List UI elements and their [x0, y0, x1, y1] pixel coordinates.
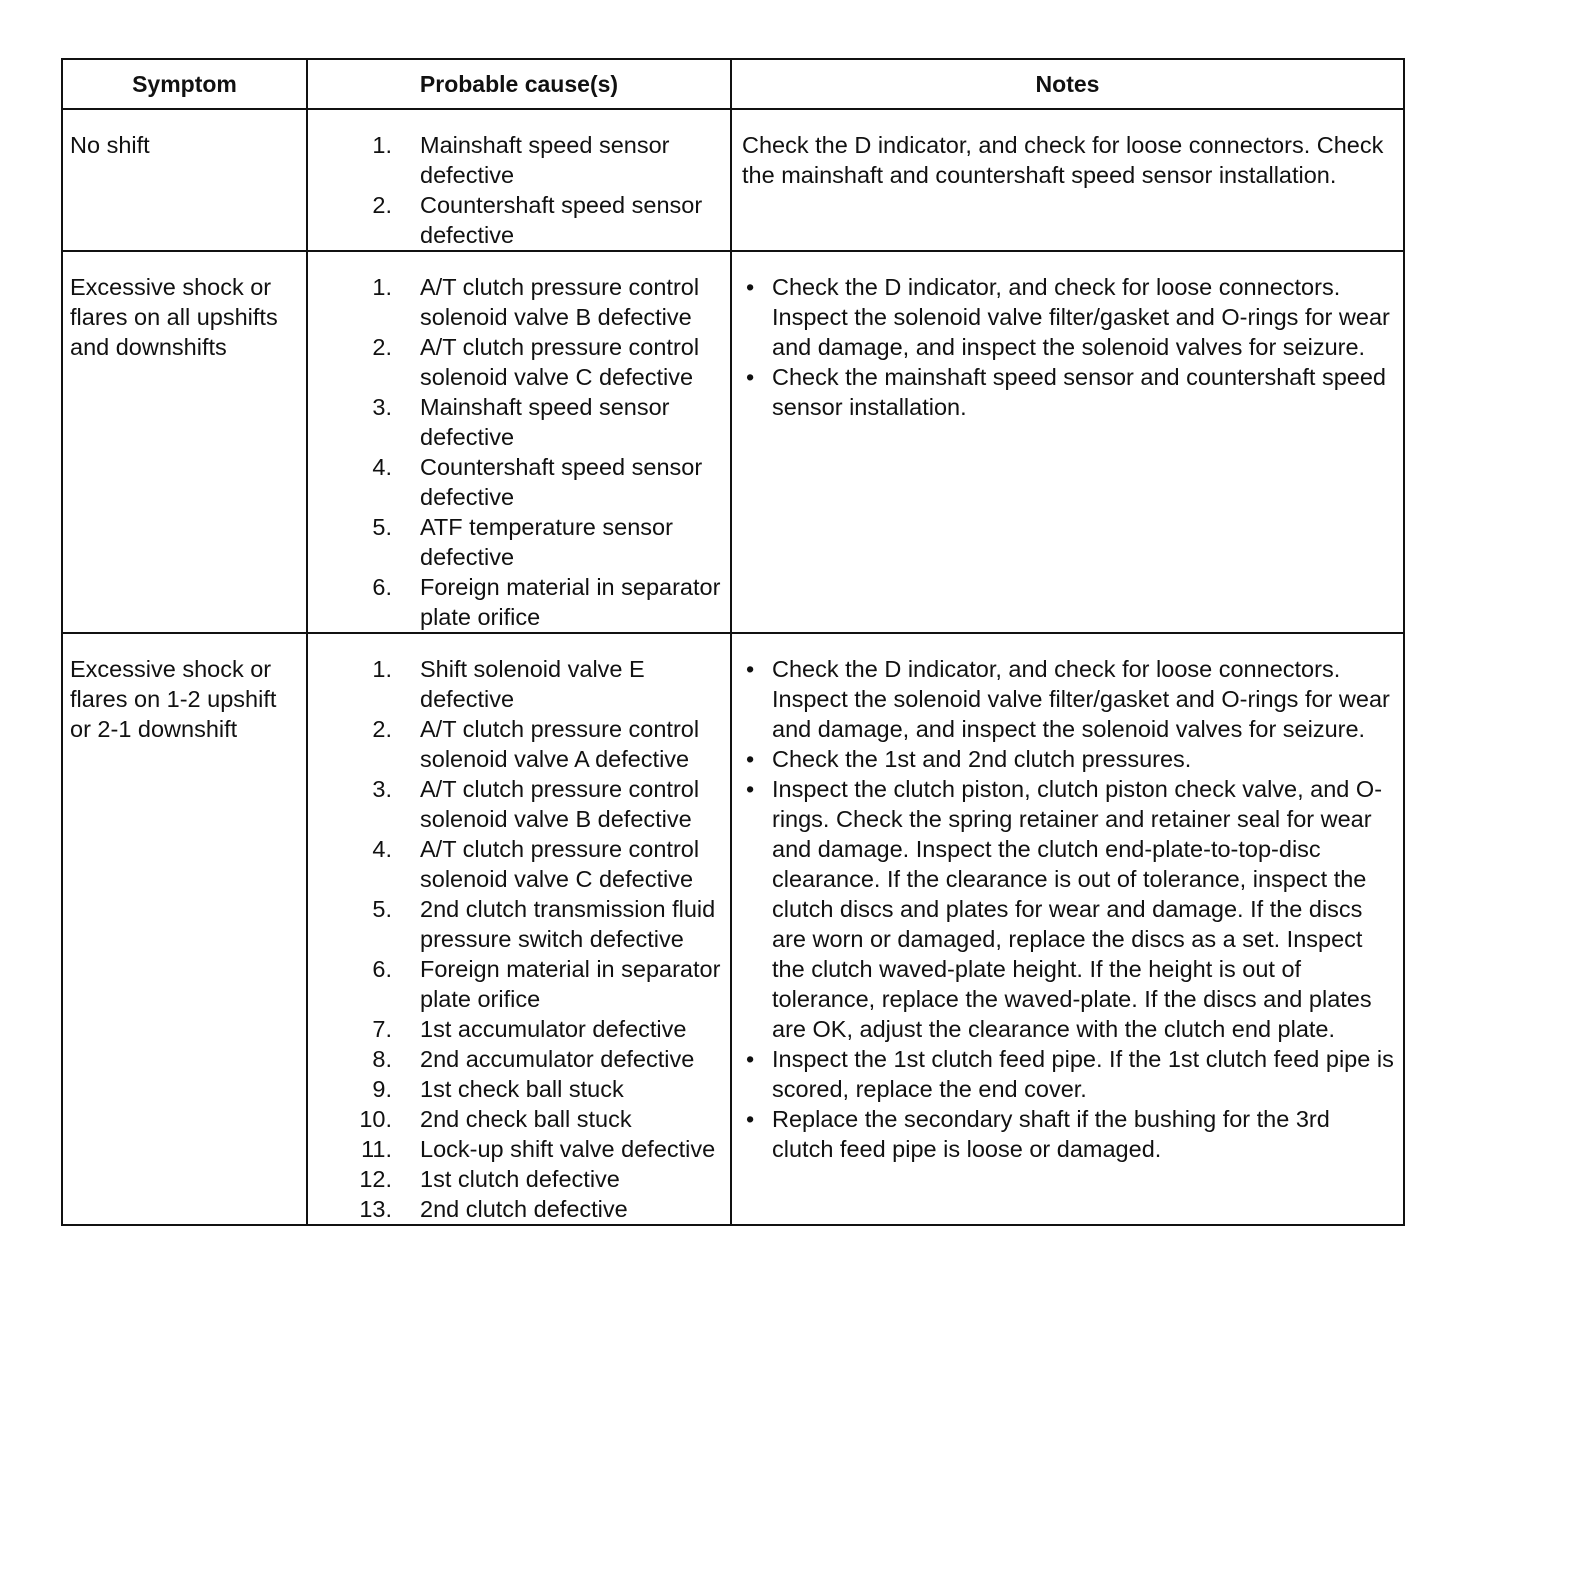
cause-text: 2nd clutch transmission fluid pressure switch defective: [420, 896, 716, 952]
symptom-cell: Excessive shock or flares on all upshifts and downshifts: [62, 251, 307, 633]
cause-item: [336, 272, 724, 332]
cause-item: [336, 1194, 724, 1224]
cause-number: 1.: [372, 656, 392, 682]
bullet-icon: •: [746, 746, 755, 772]
troubleshooting-sheet: [61, 58, 1403, 1226]
cause-text: 2nd check ball stuck: [420, 1106, 632, 1132]
cause-text: Mainshaft speed sensor defective: [420, 394, 670, 450]
cause-list: [336, 654, 724, 1224]
cause-item: [336, 1104, 724, 1134]
cause-item: [336, 512, 724, 572]
note-text: Inspect the clutch piston, clutch piston check valve, and O-rings. Check the spring retainer and retainer seal for wear and damage. Inspect the clutch end-plate-to-top-disc clearance. If the clearance is out of tolerance, inspect the clutch discs and plates for wear and damage. If the discs are worn or damaged, replace the discs as a set. Inspect the clutch waved-plate height. If the height is out of tolerance, replace the waved-plate. If the discs and plates are OK, adjust the clearance with the clutch end plate.: [772, 776, 1383, 1042]
troubleshooting-table: [61, 58, 1405, 1226]
cause-number: 9.: [372, 1076, 392, 1102]
cause-text: A/T clutch pressure control solenoid valve C defective: [420, 334, 700, 390]
cause-item: [336, 392, 724, 452]
cause-number: 1.: [372, 132, 392, 158]
cause-number: 8.: [372, 1046, 392, 1072]
cause-text: A/T clutch pressure control solenoid valve B defective: [420, 274, 700, 330]
cause-text: 1st check ball stuck: [420, 1076, 624, 1102]
cause-item: [336, 452, 724, 512]
table-row: [62, 633, 1404, 1225]
cause-text: 1st accumulator defective: [420, 1016, 687, 1042]
bullet-icon: •: [746, 1106, 755, 1132]
cause-item: [336, 714, 724, 774]
cause-item: [336, 1164, 724, 1194]
causes-cell: [307, 633, 731, 1225]
table-row: [62, 251, 1404, 633]
notes-cell: [731, 633, 1404, 1225]
cause-number: 3.: [372, 776, 392, 802]
cause-text: ATF temperature sensor defective: [420, 514, 673, 570]
symptom-cell: Excessive shock or flares on 1-2 upshift or 2-1 downshift: [62, 633, 307, 1225]
cause-item: [336, 332, 724, 392]
cause-item: [336, 894, 724, 954]
symptom-cell: No shift: [62, 109, 307, 251]
cause-item: [336, 1074, 724, 1104]
cause-text: A/T clutch pressure control solenoid valve A defective: [420, 716, 700, 772]
cause-number: 2.: [372, 192, 392, 218]
table-header-row: [62, 59, 1404, 109]
cause-number: 13.: [359, 1196, 392, 1222]
cause-text: A/T clutch pressure control solenoid valve B defective: [420, 776, 700, 832]
notes-cell: [731, 109, 1404, 251]
cause-item: [336, 130, 724, 190]
bullet-icon: •: [746, 364, 755, 390]
note-text: Check the D indicator, and check for loose connectors. Check the mainshaft and countershaft speed sensor installation.: [742, 132, 1384, 188]
note-text: Check the D indicator, and check for loose connectors. Inspect the solenoid valve filter/gasket and O-rings for wear and damage, and inspect the solenoid valves for seizure.: [772, 274, 1390, 360]
notes-cell: [731, 251, 1404, 633]
note-text: Replace the secondary shaft if the bushing for the 3rd clutch feed pipe is loose or damaged.: [772, 1106, 1330, 1162]
note-item: [742, 272, 1397, 362]
cause-text: Lock-up shift valve defective: [420, 1136, 716, 1162]
bullet-icon: •: [746, 776, 755, 802]
cause-number: 4.: [372, 454, 392, 480]
bullet-icon: •: [746, 274, 755, 300]
header-symptom: Symptom: [62, 59, 307, 109]
note-text: Inspect the 1st clutch feed pipe. If the 1st clutch feed pipe is scored, replace the end cover.: [772, 1046, 1394, 1102]
causes-cell: [307, 251, 731, 633]
cause-item: [336, 1044, 724, 1074]
note-item: [742, 744, 1397, 774]
cause-number: 3.: [372, 394, 392, 420]
note-item: [742, 1044, 1397, 1104]
cause-list: [336, 130, 724, 250]
cause-number: 12.: [359, 1166, 392, 1192]
cause-item: [336, 1134, 724, 1164]
table-row: [62, 109, 1404, 251]
cause-item: [336, 834, 724, 894]
causes-cell: [307, 109, 731, 251]
cause-number: 5.: [372, 896, 392, 922]
header-notes: Notes: [731, 59, 1404, 109]
note-item: [742, 1104, 1397, 1164]
note-item: [742, 362, 1397, 422]
bullet-icon: •: [746, 656, 755, 682]
cause-item: [336, 774, 724, 834]
note-text: Check the D indicator, and check for loose connectors. Inspect the solenoid valve filter/gasket and O-rings for wear and damage, and inspect the solenoid valves for seizure.: [772, 656, 1390, 742]
cause-number: 1.: [372, 274, 392, 300]
cause-text: Shift solenoid valve E defective: [420, 656, 645, 712]
cause-number: 6.: [372, 574, 392, 600]
cause-number: 10.: [359, 1106, 392, 1132]
header-probable-causes: Probable cause(s): [307, 59, 731, 109]
cause-text: Foreign material in separator plate orifice: [420, 956, 721, 1012]
cause-number: 4.: [372, 836, 392, 862]
cause-text: 2nd accumulator defective: [420, 1046, 695, 1072]
note-item: [742, 774, 1397, 1044]
cause-number: 2.: [372, 716, 392, 742]
cause-text: 1st clutch defective: [420, 1166, 620, 1192]
cause-text: 2nd clutch defective: [420, 1196, 628, 1222]
cause-text: Countershaft speed sensor defective: [420, 192, 703, 248]
note-text: Check the mainshaft speed sensor and countershaft speed sensor installation.: [772, 364, 1386, 420]
cause-number: 11.: [361, 1136, 392, 1162]
cause-item: [336, 1014, 724, 1044]
note-list: [742, 272, 1397, 422]
cause-text: A/T clutch pressure control solenoid valve C defective: [420, 836, 700, 892]
cause-item: [336, 572, 724, 632]
note-text: Check the 1st and 2nd clutch pressures.: [772, 746, 1192, 772]
cause-text: Countershaft speed sensor defective: [420, 454, 703, 510]
cause-list: [336, 272, 724, 632]
note-item: [742, 654, 1397, 744]
cause-number: 5.: [372, 514, 392, 540]
cause-text: Mainshaft speed sensor defective: [420, 132, 670, 188]
cause-item: [336, 654, 724, 714]
cause-number: 2.: [372, 334, 392, 360]
cause-item: [336, 954, 724, 1014]
cause-item: [336, 190, 724, 250]
cause-number: 7.: [372, 1016, 392, 1042]
bullet-icon: •: [746, 1046, 755, 1072]
cause-number: 6.: [372, 956, 392, 982]
note-list: [742, 654, 1397, 1164]
cause-text: Foreign material in separator plate orifice: [420, 574, 721, 630]
